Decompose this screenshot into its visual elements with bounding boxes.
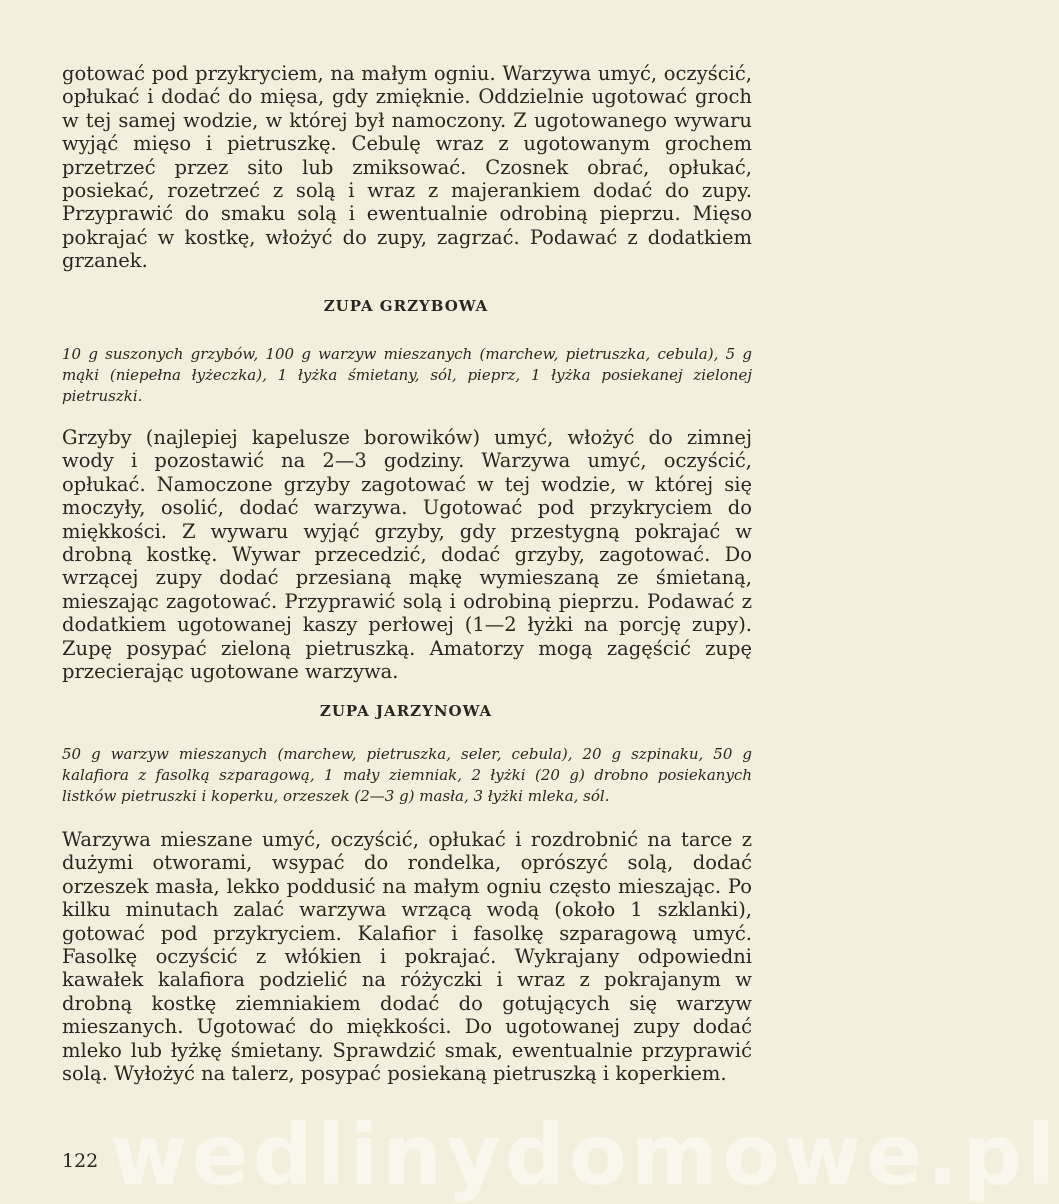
ingredients-jarzynowa: 50 g warzyw mieszanych (marchew, pietruszka, seler, cebula), 20 g szpinaku, 50 g kalafiora z fasolką szparagową, 1 mały ziemniak, 2 łyżki (20 g) drobno posiekanych listków pietruszki i koperku, orzeszek (2—3 g) masła, 3 łyżki mleka, sól. xyxy=(62,745,752,805)
instructions-grzybowa: Grzyby (najlepiej kapelusze borowików) umyć, włożyć do zimnej wody i pozostawić na 2—3 godziny. Warzywa umyć, oczyścić, opłukać. Namoczone grzyby zagotować w tej wodzie, w której się moczyły, osolić, dodać warzywa. Ugotować pod przykryciem do miękkości. Z wywaru wyjąć grzyby, gdy przestygną pokrajać w drobną kostkę. Wywar przecedzić, dodać grzyby, zagotować. Do wrzącej zupy dodać przesianą mąkę wymieszaną ze śmietaną, mieszając zagotować. Przyprawić solą i odrobiną pieprzu. Podawać z dodatkiem ugotowanej kaszy perłowej (1—2 łyżki na porcję zupy). Zupę posypać zieloną pietruszką. Amatorzy mogą zagęścić zupę przecierając ugotowane warzywa. xyxy=(62,426,752,684)
page-number: 122 xyxy=(62,1150,99,1172)
recipe-title-grzybowa: ZUPA GRZYBOWA xyxy=(323,297,489,315)
instructions-jarzynowa: Warzywa mieszane umyć, oczyścić, opłukać i rozdrobnić na tarce z dużymi otworami, wsypać do rondelka, oprószyć solą, dodać orzeszek masła, lekko poddusić na małym ogniu często mieszając. Po kilku minutach zalać warzywa wrzącą wodą (około 1 szklanki), gotować pod przykryciem. Kalafior i fasolkę szparagową umyć. Fasolkę oczyścić z włókien i pokrajać. Wykrajany odpowiedni kawałek kalafiora podzielić na różyczki i wraz z pokrajanym w drobną kostkę ziemniakiem dodać do gotujących się warzyw mieszanych. Ugotować do miękkości. Do ugotowanej zupy dodać mleko lub łyżkę śmietany. Sprawdzić smak, ewentualnie przyprawić solą. Wyłożyć na talerz, posypać posiekaną pietruszką i koperkiem. xyxy=(62,828,752,1086)
ingredients-grzybowa: 10 g suszonych grzybów, 100 g warzyw mieszanych (marchew, pietruszka, cebula), 5 g mąki (niepełna łyżeczka), 1 łyżka śmietany, sól, pieprz, 1 łyżka posiekanej zielonej pietruszki. xyxy=(62,345,752,405)
continuation-paragraph: gotować pod przykryciem, na małym ogniu. Warzywa umyć, oczyścić, opłukać i dodać do mięsa, gdy zmięknie. Oddzielnie ugotować groch w tej samej wodzie, w której był namoczony. Z ugotowanego wywaru wyjąć mięso i pietruszkę. Cebulę wraz z ugotowanym grochem przetrzeć przez sito lub zmiksować. Czosnek obrać, opłukać, posiekać, rozetrzeć z solą i wraz z majerankiem dodać do zupy. Przyprawić do smaku solą i ewentualnie odrobiną pieprzu. Mięso pokrajać w kostkę, włożyć do zupy, zagrzać. Podawać z dodatkiem grzanek. xyxy=(62,62,752,273)
watermark: wedlinydomowe.pl xyxy=(110,1106,1059,1204)
recipe-title-jarzynowa: ZUPA JARZYNOWA xyxy=(319,702,493,720)
